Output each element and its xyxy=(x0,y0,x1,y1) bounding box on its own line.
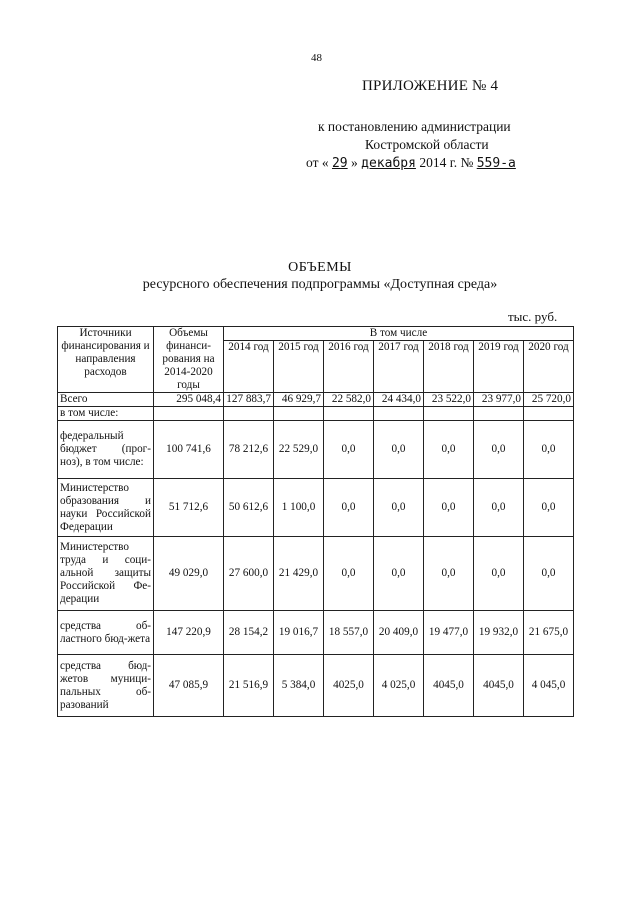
cell-value: 1 100,0 xyxy=(274,479,324,537)
cell-value: 4045,0 xyxy=(474,655,524,717)
cell-value: 19 932,0 xyxy=(474,611,524,655)
row-label: в том числе: xyxy=(58,407,154,421)
header-year: 2020 год xyxy=(524,341,574,393)
cell-value: 27 600,0 xyxy=(224,537,274,611)
table-row xyxy=(58,611,574,655)
header-total: Объемы финанси-рования на 2014-2020 годы xyxy=(154,327,224,393)
header-year: 2016 год xyxy=(324,341,374,393)
cell-value: 22 529,0 xyxy=(274,421,324,479)
cell-value: 25 720,0 xyxy=(524,393,574,407)
cell-value: 5 384,0 xyxy=(274,655,324,717)
table-row xyxy=(58,479,574,537)
cell-value: 19 016,7 xyxy=(274,611,324,655)
decree-line-1: к постановлению администрации xyxy=(318,119,511,134)
cell-value: 0,0 xyxy=(524,537,574,611)
row-total: 100 741,6 xyxy=(154,421,224,479)
cell-value: 0,0 xyxy=(524,421,574,479)
row-label: федеральный бюджет (прог-ноз), в том числе: xyxy=(58,421,154,479)
cell-value: 0,0 xyxy=(374,421,424,479)
row-total: 295 048,4 xyxy=(154,393,224,407)
cell-value: 22 582,0 xyxy=(324,393,374,407)
decree-date-line xyxy=(306,155,516,171)
cell-value: 0,0 xyxy=(474,421,524,479)
funding-table xyxy=(57,326,574,717)
table-row xyxy=(58,407,574,421)
table-row xyxy=(58,537,574,611)
cell-value: 23 522,0 xyxy=(424,393,474,407)
cell-value xyxy=(524,407,574,421)
header-year: 2019 год xyxy=(474,341,524,393)
row-total: 49 029,0 xyxy=(154,537,224,611)
cell-value: 4025,0 xyxy=(324,655,374,717)
header-including: В том числе xyxy=(224,327,574,341)
row-label: Всего xyxy=(58,393,154,407)
cell-value: 0,0 xyxy=(424,479,474,537)
page-number: 48 xyxy=(311,52,322,64)
cell-value: 0,0 xyxy=(424,421,474,479)
cell-value: 0,0 xyxy=(524,479,574,537)
document-heading: ОБЪЕМЫ xyxy=(288,260,352,275)
row-label: Министерство труда и соци-альной защиты Российской Фе-дерации xyxy=(58,537,154,611)
cell-value: 28 154,2 xyxy=(224,611,274,655)
row-total: 147 220,9 xyxy=(154,611,224,655)
unit-label: тыс. руб. xyxy=(508,309,558,324)
decree-day: 29 xyxy=(331,156,348,171)
document-subheading: ресурсного обеспечения подпрограммы «Доступная среда» xyxy=(142,277,498,292)
decree-line-2: Костромской области xyxy=(365,137,489,152)
table-row xyxy=(58,393,574,407)
table-row xyxy=(58,421,574,479)
cell-value xyxy=(224,407,274,421)
cell-value: 23 977,0 xyxy=(474,393,524,407)
appendix-title: ПРИЛОЖЕНИЕ № 4 xyxy=(362,78,499,94)
cell-value: 21 675,0 xyxy=(524,611,574,655)
decree-date-prefix: от « xyxy=(306,155,329,170)
cell-value: 4 025,0 xyxy=(374,655,424,717)
header-year: 2014 год xyxy=(224,341,274,393)
decree-month: декабря xyxy=(361,156,416,171)
cell-value: 46 929,7 xyxy=(274,393,324,407)
cell-value: 0,0 xyxy=(324,537,374,611)
header-year: 2018 год xyxy=(424,341,474,393)
cell-value: 19 477,0 xyxy=(424,611,474,655)
cell-value: 4045,0 xyxy=(424,655,474,717)
cell-value: 20 409,0 xyxy=(374,611,424,655)
row-label: средства бюд-жетов муници-пальных об-разований xyxy=(58,655,154,717)
row-total: 47 085,9 xyxy=(154,655,224,717)
table-row xyxy=(58,655,574,717)
row-total: 51 712,6 xyxy=(154,479,224,537)
cell-value: 50 612,6 xyxy=(224,479,274,537)
row-total xyxy=(154,407,224,421)
row-label: средства об-ластного бюд-жета xyxy=(58,611,154,655)
cell-value xyxy=(424,407,474,421)
cell-value: 0,0 xyxy=(324,421,374,479)
cell-value: 0,0 xyxy=(474,537,524,611)
header-sources: Источники финансирования и направления расходов xyxy=(58,327,154,393)
cell-value: 127 883,7 xyxy=(224,393,274,407)
cell-value: 0,0 xyxy=(474,479,524,537)
cell-value: 0,0 xyxy=(324,479,374,537)
decree-year: 2014 г. № xyxy=(419,155,474,170)
row-label: Министерство образования и науки Российской Федерации xyxy=(58,479,154,537)
cell-value: 0,0 xyxy=(424,537,474,611)
cell-value: 21 516,9 xyxy=(224,655,274,717)
cell-value: 78 212,6 xyxy=(224,421,274,479)
cell-value xyxy=(274,407,324,421)
cell-value: 4 045,0 xyxy=(524,655,574,717)
decree-number: 559-а xyxy=(476,156,516,171)
cell-value: 18 557,0 xyxy=(324,611,374,655)
cell-value: 21 429,0 xyxy=(274,537,324,611)
cell-value xyxy=(474,407,524,421)
header-year: 2015 год xyxy=(274,341,324,393)
cell-value xyxy=(324,407,374,421)
cell-value xyxy=(374,407,424,421)
cell-value: 0,0 xyxy=(374,537,424,611)
cell-value: 0,0 xyxy=(374,479,424,537)
decree-date-mid: » xyxy=(351,155,358,170)
header-year: 2017 год xyxy=(374,341,424,393)
cell-value: 24 434,0 xyxy=(374,393,424,407)
